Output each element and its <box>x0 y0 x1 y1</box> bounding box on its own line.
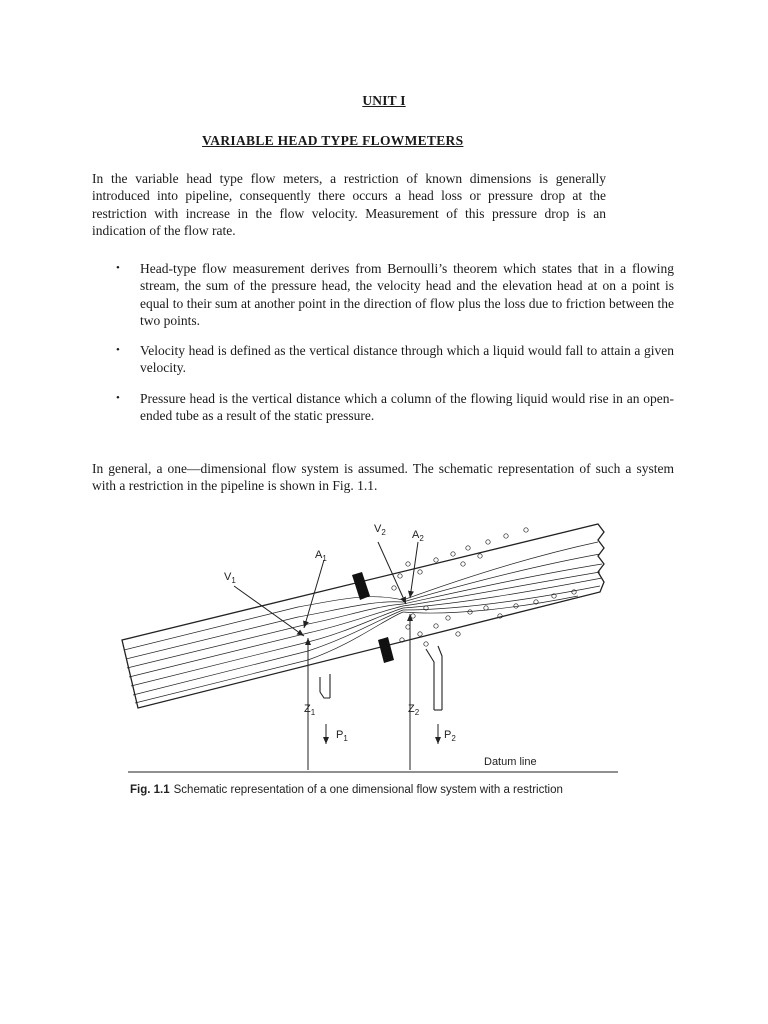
caption-text: Schematic representation of a one dimensional flow system with a restriction <box>173 784 563 796</box>
general-paragraph: In general, a one—dimensional flow system is assumed. The schematic representation of such a system with a restriction in the pipeline is shown in Fig. 1.1. <box>92 461 674 494</box>
upstream-streamlines <box>124 597 403 703</box>
bullet-text: Pressure head is the vertical distance which a column of the flowing liquid would rise in an open-ended tube as a result of the static pressure. <box>140 390 674 424</box>
datum-label: Datum line <box>484 756 537 768</box>
label-z2: $Z_2$ <box>408 703 420 717</box>
label-a2: $A_2$ <box>412 529 424 543</box>
page-title: VARIABLE HEAD TYPE FLOWMETERS <box>202 133 464 148</box>
pipe <box>122 524 604 708</box>
flow-diagram <box>108 512 628 802</box>
bullet-item-pressure-head <box>116 390 674 425</box>
pressure-taps <box>320 646 442 710</box>
label-p2: $P_2$ <box>444 729 456 743</box>
turbulence-bubbles <box>392 528 576 646</box>
downstream-streamlines <box>403 542 602 613</box>
bullet-list <box>116 260 674 437</box>
label-v1: $V_1$ <box>224 571 236 585</box>
bullet-dot-icon: • <box>116 391 120 404</box>
flow-restriction-figure <box>108 512 628 802</box>
bullet-dot-icon: • <box>116 344 120 357</box>
bullet-item-velocity-head <box>116 342 674 377</box>
bullet-text: Velocity head is defined as the vertical distance through which a liquid would fall to attain a given velocity. <box>140 343 674 376</box>
intro-paragraph: In the variable head type flow meters, a restriction of known dimensions is generally introduced into pipeline, consequently there occurs a head loss or pressure drop at the restriction with increase in the flow velocity. Measurement of this pressure drop is an indication of the flow rate. <box>92 171 606 238</box>
label-p1: $P_1$ <box>336 729 348 743</box>
label-a1: $A_1$ <box>315 549 327 563</box>
caption-number: Fig. 1.1 <box>130 784 170 796</box>
bullet-item-bernoulli <box>116 260 674 329</box>
unit-title: UNIT I <box>362 93 406 108</box>
bullet-dot-icon: • <box>116 262 120 274</box>
bullet-text: Head-type flow measurement derives from Bernoulli’s theorem which states that in a flowing stream, the sum of the pressure head, the velocity head and the elevation head at on a point is equal to their sum at another point in the direction of flow plus the loss due to friction between the two points. <box>140 261 674 328</box>
figure-caption <box>130 784 563 796</box>
label-v2: $V_2$ <box>374 523 386 537</box>
label-z1: $Z_1$ <box>304 703 316 717</box>
